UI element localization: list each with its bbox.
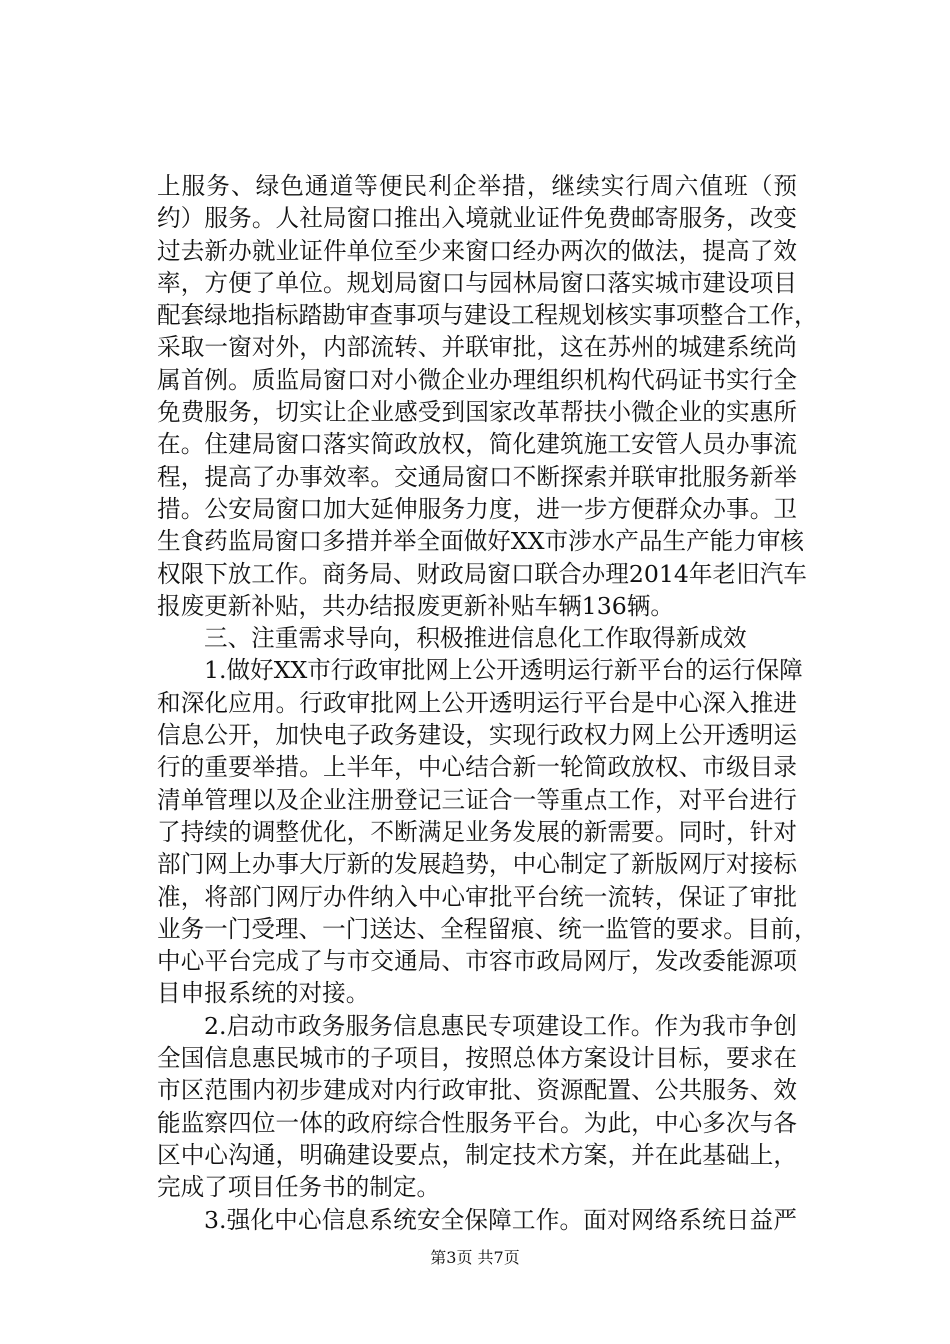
text-line: 准，将部门网厅办件纳入中心审批平台统一流转，保证了审批 [157,882,797,911]
page-number-label: 第3页 共7页 [430,1248,520,1267]
text-line: 能监察四位一体的政府综合性服务平台。为此，中心多次与各 [157,1108,797,1137]
text-line: 上服务、绿色通道等便民利企举措，继续实行周六值班（预 [157,172,797,200]
text-line: 程，提高了办事效率。交通局窗口不断探索并联审批服务新举 [157,462,797,491]
text-line: 率，方便了单位。规划局窗口与园林局窗口落实城市建设项目 [157,268,797,297]
text-line: 2.启动市政务服务信息惠民专项建设工作。作为我市争创 [204,1011,797,1040]
text-line: 清单管理以及企业注册登记三证合一等重点工作，对平台进行 [157,785,797,814]
text-line: 部门网上办事大厅新的发展趋势，中心制定了新版网厅对接标 [157,850,797,879]
text-line: 措。公安局窗口加大延伸服务力度，进一步方便群众办事。卫 [157,494,797,523]
text-line: 三、注重需求导向，积极推进信息化工作取得新成效 [204,624,747,653]
text-line: 权限下放工作。商务局、财政局窗口联合办理2014年老旧汽车 [157,559,807,588]
text-line: 配套绿地指标踏勘审查事项与建设工程规划核实事项整合工作， [157,301,818,330]
text-line: 业务一门受理、一门送达、全程留痕、统一监管的要求。目前， [157,914,818,943]
text-line: 信息公开，加快电子政务建设，实现行政权力网上公开透明运 [157,721,797,750]
text-line: 区中心沟通，明确建设要点，制定技术方案，并在此基础上， [157,1140,797,1169]
text-line: 过去新办就业证件单位至少来窗口经办两次的做法，提高了效 [157,236,797,265]
text-line: 1.做好XX市行政审批网上公开透明运行新平台的运行保障 [204,656,803,685]
text-line: 3.强化中心信息系统安全保障工作。面对网络系统日益严 [204,1205,797,1234]
text-line: 完成了项目任务书的制定。 [157,1173,441,1202]
page-footer [0,1245,950,1268]
text-line: 中心平台完成了与市交通局、市容市政局网厅，发改委能源项 [157,947,797,976]
text-line: 在。住建局窗口落实简政放权，简化建筑施工安管人员办事流 [157,430,797,459]
text-line: 目申报系统的对接。 [157,979,370,1008]
text-line: 和深化应用。行政审批网上公开透明运行平台是中心深入推进 [157,688,797,717]
text-line: 免费服务，切实让企业感受到国家改革帮扶小微企业的实惠所 [157,398,797,427]
text-line: 市区范围内初步建成对内行政审批、资源配置、公共服务、效 [157,1076,797,1105]
text-line: 采取一窗对外，内部流转、并联审批，这在苏州的城建系统尚 [157,333,797,362]
text-line: 了持续的调整优化，不断满足业务发展的新需要。同时，针对 [157,817,797,846]
text-line: 属首例。质监局窗口对小微企业办理组织机构代码证书实行全 [157,365,797,394]
text-line: 行的重要举措。上半年，中心结合新一轮简政放权、市级目录 [157,753,797,782]
document-body [157,170,818,1236]
text-line: 约）服务。人社局窗口推出入境就业证件免费邮寄服务，改变 [157,204,797,233]
text-line: 全国信息惠民城市的子项目，按照总体方案设计目标，要求在 [157,1044,797,1073]
text-line: 报废更新补贴，共办结报废更新补贴车辆136辆。 [157,591,674,620]
text-line: 生食药监局窗口多措并举全面做好XX市涉水产品生产能力审核 [157,527,805,556]
